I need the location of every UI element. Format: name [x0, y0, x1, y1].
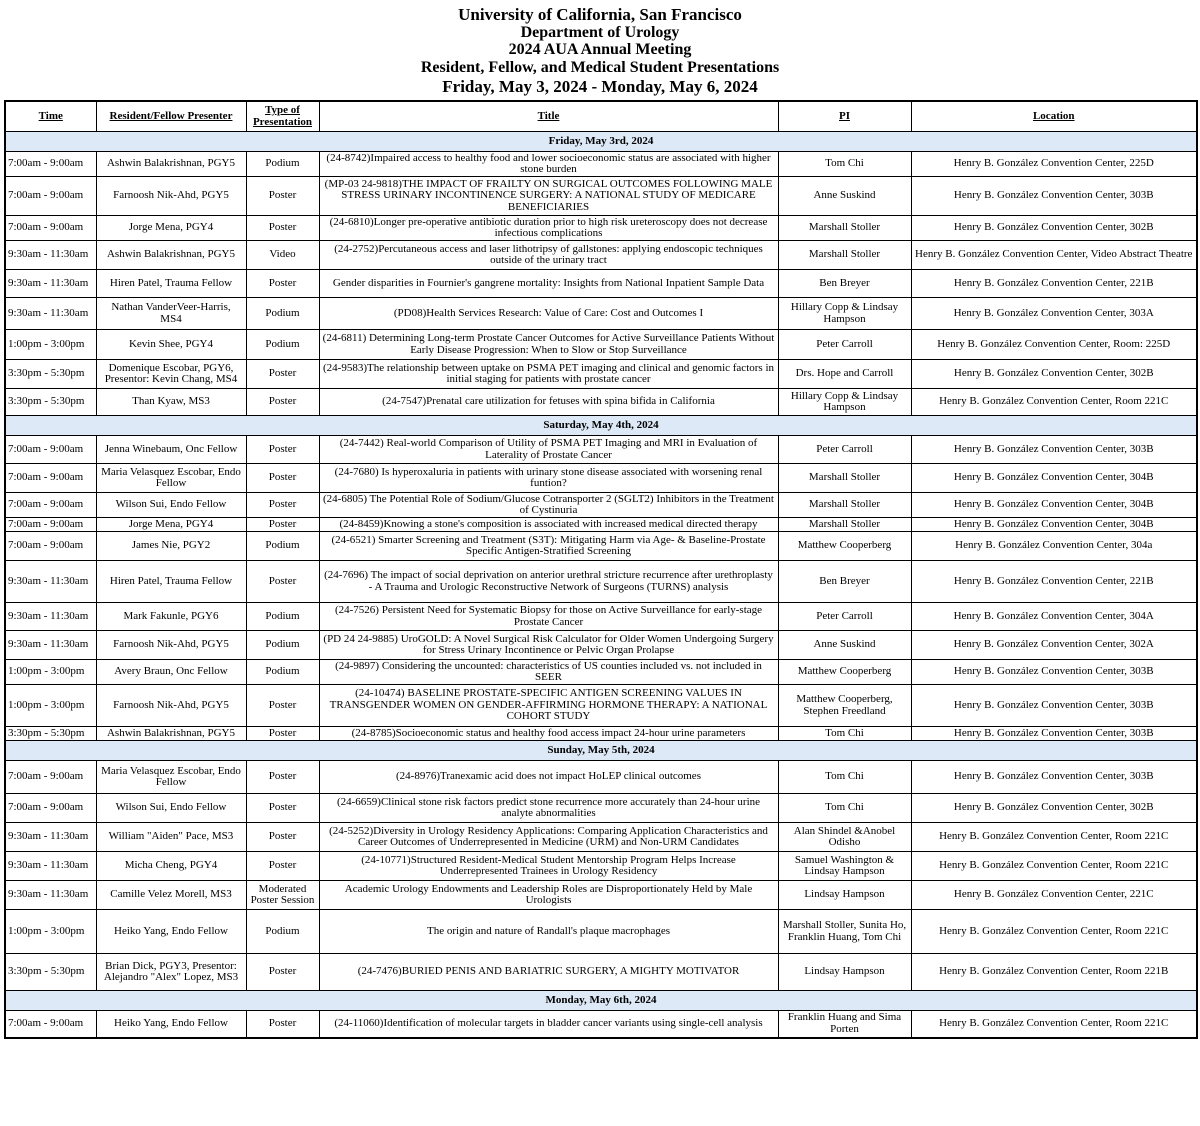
- cell-pi: Tom Chi: [778, 794, 911, 823]
- cell-title: (24-6521) Smarter Screening and Treatment (S3T): Mitigating Harm via Age- & Baseline-Prostate Specific Antigen-Stratified Screening: [319, 532, 778, 561]
- cell-location: Henry B. González Convention Center, 302B: [911, 216, 1197, 241]
- cell-time: 9:30am - 11:30am: [5, 561, 96, 603]
- cell-type: Poster: [246, 177, 319, 216]
- cell-pi: Franklin Huang and Sima Porten: [778, 1011, 911, 1038]
- cell-presenter: Jorge Mena, PGY4: [96, 216, 246, 241]
- cell-time: 1:00pm - 3:00pm: [5, 660, 96, 685]
- table-row: [5, 532, 1197, 561]
- cell-type: Podium: [246, 660, 319, 685]
- table-row: [5, 389, 1197, 416]
- cell-title: (24-11060)Identification of molecular targets in bladder cancer variants using single-cell analysis: [319, 1011, 778, 1038]
- cell-pi: Lindsay Hampson: [778, 881, 911, 910]
- cell-time: 3:30pm - 5:30pm: [5, 360, 96, 389]
- table-row: [5, 954, 1197, 991]
- cell-pi: Marshall Stoller: [778, 493, 911, 518]
- cell-pi: Ben Breyer: [778, 561, 911, 603]
- cell-title: The origin and nature of Randall's plaque macrophages: [319, 910, 778, 954]
- schedule-body: [5, 132, 1197, 1038]
- column-header-type: Type of Presentation: [246, 101, 319, 132]
- cell-type: Poster: [246, 436, 319, 464]
- cell-type: Poster: [246, 493, 319, 518]
- table-row: [5, 493, 1197, 518]
- cell-location: Henry B. González Convention Center, 304B: [911, 464, 1197, 493]
- table-row: [5, 1011, 1197, 1038]
- cell-location: Henry B. González Convention Center, Room 221C: [911, 852, 1197, 881]
- cell-presenter: Avery Braun, Onc Fellow: [96, 660, 246, 685]
- cell-title: (24-9897) Considering the uncounted: characteristics of US counties included vs. not included in SEER: [319, 660, 778, 685]
- cell-type: Video: [246, 241, 319, 270]
- cell-type: Podium: [246, 532, 319, 561]
- cell-presenter: Heiko Yang, Endo Fellow: [96, 1011, 246, 1038]
- cell-time: 9:30am - 11:30am: [5, 241, 96, 270]
- cell-location: Henry B. González Convention Center, 303B: [911, 761, 1197, 794]
- cell-presenter: Wilson Sui, Endo Fellow: [96, 794, 246, 823]
- cell-pi: Peter Carroll: [778, 330, 911, 360]
- cell-type: Poster: [246, 216, 319, 241]
- cell-presenter: James Nie, PGY2: [96, 532, 246, 561]
- cell-type: Poster: [246, 464, 319, 493]
- cell-type: Poster: [246, 761, 319, 794]
- cell-title: (24-6659)Clinical stone risk factors predict stone recurrence more accurately than 24-hour urine analyte abnormalities: [319, 794, 778, 823]
- cell-location: Henry B. González Convention Center, 221B: [911, 561, 1197, 603]
- document-subtitle: Resident, Fellow, and Medical Student Presentations: [420, 59, 780, 76]
- cell-location: Henry B. González Convention Center, 221C: [911, 881, 1197, 910]
- cell-pi: Marshall Stoller, Sunita Ho, Franklin Huang, Tom Chi: [778, 910, 911, 954]
- cell-type: Poster: [246, 727, 319, 741]
- cell-location: Henry B. González Convention Center, 302B: [911, 360, 1197, 389]
- cell-time: 7:00am - 9:00am: [5, 436, 96, 464]
- cell-title: (MP-03 24-9818)THE IMPACT OF FRAILTY ON SURGICAL OUTCOMES FOLLOWING MALE STRESS URINARY INCONTINENCE SURGERY: A NATIONAL STUDY OF MEDICARE BENEFICIARIES: [319, 177, 778, 216]
- cell-time: 1:00pm - 3:00pm: [5, 685, 96, 727]
- cell-title: (24-10771)Structured Resident-Medical Student Mentorship Program Helps Increase Underrepresented Trainees in Urology Residency: [319, 852, 778, 881]
- cell-pi: Peter Carroll: [778, 603, 911, 631]
- table-row: [5, 761, 1197, 794]
- table-row: [5, 330, 1197, 360]
- cell-presenter: Farnoosh Nik-Ahd, PGY5: [96, 177, 246, 216]
- cell-time: 3:30pm - 5:30pm: [5, 727, 96, 741]
- document-header: [0, 0, 1200, 97]
- cell-location: Henry B. González Convention Center, 304A: [911, 603, 1197, 631]
- cell-location: Henry B. González Convention Center, 303B: [911, 177, 1197, 216]
- cell-title: (24-7442) Real-world Comparison of Utility of PSMA PET Imaging and MRI in Evaluation of Laterality of Prostate Cancer: [319, 436, 778, 464]
- cell-presenter: Ashwin Balakrishnan, PGY5: [96, 727, 246, 741]
- cell-presenter: Farnoosh Nik-Ahd, PGY5: [96, 685, 246, 727]
- cell-location: Henry B. González Convention Center, Room 221C: [911, 823, 1197, 852]
- cell-pi: Lindsay Hampson: [778, 954, 911, 991]
- table-row: [5, 464, 1197, 493]
- table-row: [5, 241, 1197, 270]
- cell-title: (24-8785)Socioeconomic status and healthy food access impact 24-hour urine parameters: [319, 727, 778, 741]
- cell-pi: Matthew Cooperberg: [778, 532, 911, 561]
- column-header-title: Title: [319, 101, 778, 132]
- cell-location: Henry B. González Convention Center, Room: 225D: [911, 330, 1197, 360]
- cell-time: 9:30am - 11:30am: [5, 270, 96, 298]
- table-row: [5, 518, 1197, 532]
- cell-pi: Marshall Stoller: [778, 241, 911, 270]
- cell-type: Poster: [246, 1011, 319, 1038]
- cell-pi: Alan Shindel &Anobel Odisho: [778, 823, 911, 852]
- table-row: [5, 177, 1197, 216]
- cell-type: Poster: [246, 561, 319, 603]
- cell-title: (24-10474) BASELINE PROSTATE-SPECIFIC ANTIGEN SCREENING VALUES IN TRANSGENDER WOMEN ON GENDER-AFFIRMING HORMONE THERAPY: A NATIONAL COHORT STUDY: [319, 685, 778, 727]
- cell-time: 3:30pm - 5:30pm: [5, 389, 96, 416]
- cell-time: 7:00am - 9:00am: [5, 152, 96, 177]
- cell-presenter: Mark Fakunle, PGY6: [96, 603, 246, 631]
- cell-time: 1:00pm - 3:00pm: [5, 910, 96, 954]
- cell-presenter: Farnoosh Nik-Ahd, PGY5: [96, 631, 246, 660]
- column-header-pi: PI: [778, 101, 911, 132]
- cell-location: Henry B. González Convention Center, Room 221C: [911, 910, 1197, 954]
- cell-title: (24-9583)The relationship between uptake on PSMA PET imaging and clinical and genomic factors in initial staging for patients with prostate cancer: [319, 360, 778, 389]
- cell-time: 9:30am - 11:30am: [5, 852, 96, 881]
- cell-pi: Tom Chi: [778, 727, 911, 741]
- cell-type: Moderated Poster Session: [246, 881, 319, 910]
- table-row: [5, 685, 1197, 727]
- cell-type: Podium: [246, 631, 319, 660]
- cell-title: (24-2752)Percutaneous access and laser lithotripsy of gallstones: applying endoscopic techniques outside of the urinary tract: [319, 241, 778, 270]
- cell-presenter: Maria Velasquez Escobar, Endo Fellow: [96, 464, 246, 493]
- cell-title: (PD08)Health Services Research: Value of Care: Cost and Outcomes I: [319, 298, 778, 330]
- table-row: [5, 216, 1197, 241]
- cell-title: (24-7680) Is hyperoxaluria in patients with urinary stone disease associated with worsening renal funtion?: [319, 464, 778, 493]
- table-row: [5, 603, 1197, 631]
- cell-location: Henry B. González Convention Center, Room 221B: [911, 954, 1197, 991]
- cell-pi: Hillary Copp & Lindsay Hampson: [778, 389, 911, 416]
- cell-time: 7:00am - 9:00am: [5, 177, 96, 216]
- cell-presenter: Than Kyaw, MS3: [96, 389, 246, 416]
- table-row: [5, 881, 1197, 910]
- cell-type: Poster: [246, 518, 319, 532]
- cell-title: (24-7547)Prenatal care utilization for fetuses with spina bifida in California: [319, 389, 778, 416]
- table-row: [5, 660, 1197, 685]
- cell-type: Podium: [246, 603, 319, 631]
- table-row: [5, 270, 1197, 298]
- cell-location: Henry B. González Convention Center, 302A: [911, 631, 1197, 660]
- cell-pi: Tom Chi: [778, 152, 911, 177]
- cell-location: Henry B. González Convention Center, Room 221C: [911, 389, 1197, 416]
- table-row: [5, 910, 1197, 954]
- meeting-name: 2024 AUA Annual Meeting: [508, 41, 692, 58]
- cell-title: (24-6805) The Potential Role of Sodium/Glucose Cotransporter 2 (SGLT2) Inhibitors in the Treatment of Cystinuria: [319, 493, 778, 518]
- cell-time: 9:30am - 11:30am: [5, 631, 96, 660]
- cell-presenter: Kevin Shee, PGY4: [96, 330, 246, 360]
- cell-location: Henry B. González Convention Center, Room 221C: [911, 1011, 1197, 1038]
- cell-pi: Marshall Stoller: [778, 216, 911, 241]
- cell-time: 7:00am - 9:00am: [5, 794, 96, 823]
- cell-presenter: Maria Velasquez Escobar, Endo Fellow: [96, 761, 246, 794]
- cell-presenter: Domenique Escobar, PGY6, Presentor: Kevin Chang, MS4: [96, 360, 246, 389]
- cell-pi: Marshall Stoller: [778, 464, 911, 493]
- day-header-row: [5, 132, 1197, 152]
- cell-title: (24-8742)Impaired access to healthy food and lower socioeconomic status are associated with higher stone burden: [319, 152, 778, 177]
- cell-type: Poster: [246, 360, 319, 389]
- cell-type: Podium: [246, 298, 319, 330]
- cell-presenter: Hiren Patel, Trauma Fellow: [96, 270, 246, 298]
- cell-time: 9:30am - 11:30am: [5, 881, 96, 910]
- table-row: [5, 727, 1197, 741]
- cell-title: (24-8459)Knowing a stone's composition is associated with increased medical directed therapy: [319, 518, 778, 532]
- cell-presenter: Wilson Sui, Endo Fellow: [96, 493, 246, 518]
- table-row: [5, 298, 1197, 330]
- cell-time: 7:00am - 9:00am: [5, 518, 96, 532]
- cell-location: Henry B. González Convention Center, 303B: [911, 660, 1197, 685]
- cell-time: 1:00pm - 3:00pm: [5, 330, 96, 360]
- cell-pi: Peter Carroll: [778, 436, 911, 464]
- table-row: [5, 152, 1197, 177]
- cell-location: Henry B. González Convention Center, 304B: [911, 518, 1197, 532]
- day-label: Saturday, May 4th, 2024: [5, 416, 1197, 436]
- cell-presenter: Nathan VanderVeer-Harris, MS4: [96, 298, 246, 330]
- cell-type: Poster: [246, 823, 319, 852]
- cell-time: 9:30am - 11:30am: [5, 823, 96, 852]
- department-name: Department of Urology: [520, 24, 680, 41]
- cell-presenter: Jorge Mena, PGY4: [96, 518, 246, 532]
- cell-location: Henry B. González Convention Center, 304a: [911, 532, 1197, 561]
- cell-location: Henry B. González Convention Center, 302B: [911, 794, 1197, 823]
- cell-location: Henry B. González Convention Center, 303A: [911, 298, 1197, 330]
- cell-time: 9:30am - 11:30am: [5, 603, 96, 631]
- cell-location: Henry B. González Convention Center, 303B: [911, 436, 1197, 464]
- cell-location: Henry B. González Convention Center, Video Abstract Theatre: [911, 241, 1197, 270]
- cell-title: (24-8976)Tranexamic acid does not impact HoLEP clinical outcomes: [319, 761, 778, 794]
- cell-title: (24-6811) Determining Long-term Prostate Cancer Outcomes for Active Surveillance Patients Without Early Disease Progression: When to Slow or Stop Surveillance: [319, 330, 778, 360]
- presentation-schedule-table: [4, 100, 1198, 1039]
- cell-location: Henry B. González Convention Center, 225D: [911, 152, 1197, 177]
- table-row: [5, 823, 1197, 852]
- cell-pi: Samuel Washington & Lindsay Hampson: [778, 852, 911, 881]
- cell-type: Poster: [246, 852, 319, 881]
- day-label: Friday, May 3rd, 2024: [5, 132, 1197, 152]
- cell-pi: Marshall Stoller: [778, 518, 911, 532]
- cell-title: (24-7696) The impact of social deprivation on anterior urethral stricture recurrence after urethroplasty - A Trauma and Urologic Reconstructive Network of Surgeons (TURNS) analysis: [319, 561, 778, 603]
- cell-presenter: Ashwin Balakrishnan, PGY5: [96, 241, 246, 270]
- cell-presenter: William "Aiden" Pace, MS3: [96, 823, 246, 852]
- day-header-row: [5, 416, 1197, 436]
- cell-pi: Ben Breyer: [778, 270, 911, 298]
- cell-time: 7:00am - 9:00am: [5, 1011, 96, 1038]
- cell-presenter: Jenna Winebaum, Onc Fellow: [96, 436, 246, 464]
- table-row: [5, 794, 1197, 823]
- column-header-presenter: Resident/Fellow Presenter: [96, 101, 246, 132]
- cell-pi: Hillary Copp & Lindsay Hampson: [778, 298, 911, 330]
- cell-location: Henry B. González Convention Center, 303B: [911, 727, 1197, 741]
- cell-title: (24-7526) Persistent Need for Systematic Biopsy for those on Active Surveillance for early-stage Prostate Cancer: [319, 603, 778, 631]
- cell-title: (PD 24 24-9885) UroGOLD: A Novel Surgical Risk Calculator for Older Women Undergoing Surgery for Stress Urinary Incontinence or Pelvic Organ Prolapse: [319, 631, 778, 660]
- day-label: Sunday, May 5th, 2024: [5, 741, 1197, 761]
- cell-presenter: Ashwin Balakrishnan, PGY5: [96, 152, 246, 177]
- table-row: [5, 561, 1197, 603]
- table-header-row: [5, 101, 1197, 132]
- cell-pi: Anne Suskind: [778, 177, 911, 216]
- cell-title: (24-7476)BURIED PENIS AND BARIATRIC SURGERY, A MIGHTY MOTIVATOR: [319, 954, 778, 991]
- day-header-row: [5, 741, 1197, 761]
- cell-type: Podium: [246, 910, 319, 954]
- cell-type: Poster: [246, 954, 319, 991]
- cell-location: Henry B. González Convention Center, 221B: [911, 270, 1197, 298]
- cell-type: Podium: [246, 152, 319, 177]
- cell-title: (24-5252)Diversity in Urology Residency Applications: Comparing Application Characteristics and Career Outcomes of Underrepresented in Medicine (URM) and Non-URM Candidates: [319, 823, 778, 852]
- cell-type: Poster: [246, 685, 319, 727]
- cell-pi: Drs. Hope and Carroll: [778, 360, 911, 389]
- table-row: [5, 360, 1197, 389]
- date-range: Friday, May 3, 2024 - Monday, May 6, 2024: [442, 77, 758, 96]
- cell-time: 9:30am - 11:30am: [5, 298, 96, 330]
- table-row: [5, 436, 1197, 464]
- cell-location: Henry B. González Convention Center, 303B: [911, 685, 1197, 727]
- cell-title: Academic Urology Endowments and Leadership Roles are Disproportionately Held by Male Urologists: [319, 881, 778, 910]
- day-header-row: [5, 991, 1197, 1011]
- cell-time: 7:00am - 9:00am: [5, 464, 96, 493]
- cell-time: 7:00am - 9:00am: [5, 216, 96, 241]
- cell-location: Henry B. González Convention Center, 304B: [911, 493, 1197, 518]
- cell-type: Podium: [246, 330, 319, 360]
- cell-type: Poster: [246, 794, 319, 823]
- cell-presenter: Heiko Yang, Endo Fellow: [96, 910, 246, 954]
- column-header-time: Time: [5, 101, 96, 132]
- cell-title: (24-6810)Longer pre-operative antibiotic duration prior to high risk ureteroscopy does not decrease infectious complications: [319, 216, 778, 241]
- cell-time: 7:00am - 9:00am: [5, 532, 96, 561]
- column-header-location: Location: [911, 101, 1197, 132]
- cell-time: 7:00am - 9:00am: [5, 761, 96, 794]
- cell-presenter: Hiren Patel, Trauma Fellow: [96, 561, 246, 603]
- cell-pi: Matthew Cooperberg, Stephen Freedland: [778, 685, 911, 727]
- cell-presenter: Camille Velez Morell, MS3: [96, 881, 246, 910]
- day-label: Monday, May 6th, 2024: [5, 991, 1197, 1011]
- cell-type: Poster: [246, 389, 319, 416]
- cell-pi: Tom Chi: [778, 761, 911, 794]
- cell-time: 3:30pm - 5:30pm: [5, 954, 96, 991]
- table-row: [5, 631, 1197, 660]
- cell-pi: Matthew Cooperberg: [778, 660, 911, 685]
- cell-presenter: Micha Cheng, PGY4: [96, 852, 246, 881]
- table-row: [5, 852, 1197, 881]
- cell-time: 7:00am - 9:00am: [5, 493, 96, 518]
- institution-name: University of California, San Francisco: [458, 5, 742, 24]
- cell-pi: Anne Suskind: [778, 631, 911, 660]
- cell-presenter: Brian Dick, PGY3, Presentor: Alejandro "Alex" Lopez, MS3: [96, 954, 246, 991]
- cell-title: Gender disparities in Fournier's gangrene mortality: Insights from National Inpatient Sample Data: [319, 270, 778, 298]
- cell-type: Poster: [246, 270, 319, 298]
